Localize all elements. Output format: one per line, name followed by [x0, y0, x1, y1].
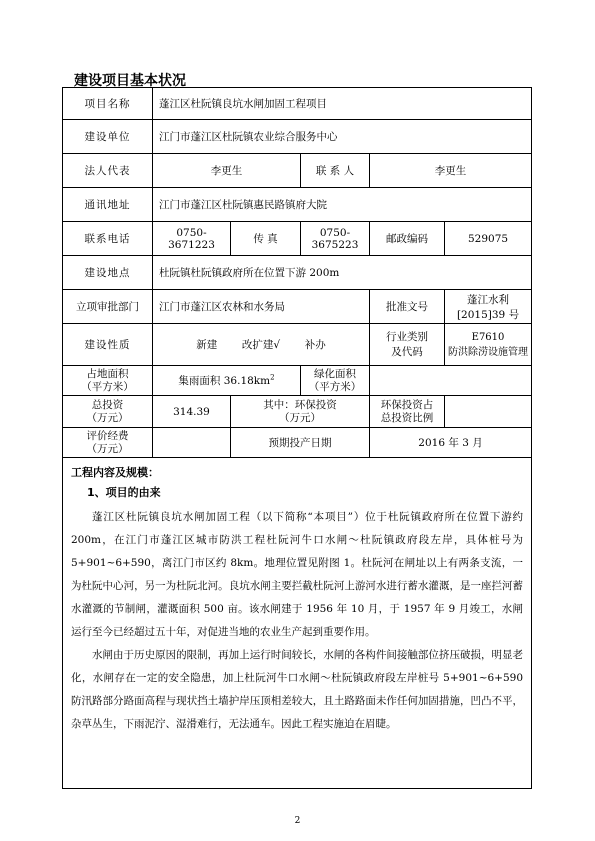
- contact-value: 李更生: [370, 154, 532, 188]
- nature-option-new: 新建: [196, 339, 218, 351]
- row-body: [63, 458, 532, 789]
- fax-value: 0750-3675223: [301, 222, 370, 256]
- location-label: 建设地点: [63, 256, 153, 290]
- content-heading: 工程内容及规模：: [71, 466, 159, 479]
- row-legal-rep: [63, 154, 532, 188]
- address-value: 江门市蓬江区杜阮镇惠民路镇府大院: [153, 188, 532, 222]
- nature-option-expand: 改扩建√: [241, 339, 281, 351]
- location-value: 杜阮镇杜阮镇政府所在位置下游 200m: [153, 256, 532, 290]
- nature-options: [153, 324, 370, 366]
- env-label-line2: （万元）: [279, 411, 321, 424]
- assessment-label-line2: （万元）: [86, 442, 129, 455]
- basic-info-table: [62, 87, 532, 789]
- green-area-label: [301, 366, 370, 396]
- row-address: [63, 188, 532, 222]
- env-investment-label: [231, 396, 370, 428]
- production-date-label: 预期投产日期: [231, 428, 370, 458]
- area-value-text: 集雨面积 36.18km: [178, 375, 271, 387]
- industry-name: 防洪除涝设施管理: [448, 346, 529, 358]
- area-label-line1: 占地面积: [86, 367, 129, 380]
- nature-option-supplement: 补办: [304, 339, 326, 351]
- area-label-line2: （平方米）: [81, 380, 134, 393]
- page-number: 2: [294, 816, 301, 826]
- address-label: 通讯地址: [63, 188, 153, 222]
- origin-paragraph-1: 蓬江区杜阮镇良坑水闸加固工程（以下简称“本项目”）位于杜阮镇政府所在位置下游约 200m，在江门市蓬江区城市防洪工程杜阮河牛口水闸～杜阮镇政府段左岸，具体桩号为 5+901~6+590，离江门市区约 8km。地理位置见附图 1。杜阮河在闸址以上有两条支流，一为杜阮中心河，另一为杜阮北河。良坑水闸主要拦截杜阮河上游河水进行蓄水灌溉，是一座拦河蓄水灌溉的节制闸，灌溉面积 500 亩。该水闸建于 1956 年 10 月，于 1957 年 9 月竣工，水闸运行至今已经超过五十年，对促进当地的农业生产起到重要作用。: [71, 511, 524, 638]
- origin-subheading: 1、项目的由来: [87, 486, 161, 499]
- contact-label: 联 系 人: [301, 154, 370, 188]
- postcode-label: 邮政编码: [370, 222, 445, 256]
- postcode-value: 529075: [445, 222, 532, 256]
- row-phone: [63, 222, 532, 256]
- production-date-value: 2016 年 3 月: [370, 428, 532, 458]
- legal-rep-value: 李更生: [153, 154, 301, 188]
- assessment-label: [63, 428, 153, 458]
- ratio-label-line1: 环保投资占: [380, 398, 434, 411]
- env-ratio-label: [370, 396, 445, 428]
- row-area: [63, 366, 532, 396]
- row-nature: [63, 324, 532, 366]
- row-project-name: [63, 88, 532, 120]
- investment-label: [63, 396, 153, 428]
- row-approval: [63, 290, 532, 324]
- investment-value: 314.39: [153, 396, 231, 428]
- ratio-label-line2: 总投资比例: [380, 411, 434, 424]
- investment-label-line2: （万元）: [86, 411, 129, 424]
- nature-label: 建设性质: [63, 324, 153, 366]
- investment-label-line1: 总投资: [91, 398, 124, 411]
- env-ratio-value: [445, 396, 532, 428]
- row-assessment: [63, 428, 532, 458]
- row-location: [63, 256, 532, 290]
- approval-doc-label: 批准文号: [370, 290, 445, 324]
- builder-value: 江门市蓬江区杜阮镇农业综合服务中心: [153, 120, 532, 154]
- phone-label: 联系电话: [63, 222, 153, 256]
- assessment-label-line1: 评价经费: [86, 429, 129, 442]
- project-content-cell: [63, 458, 532, 789]
- approval-doc-value: 蓬江水利[2015]39 号: [445, 290, 532, 324]
- approval-value: 江门市蓬江区农林和水务局: [153, 290, 370, 324]
- row-investment: [63, 396, 532, 428]
- legal-rep-label: 法人代表: [63, 154, 153, 188]
- green-area-value: [370, 366, 532, 396]
- fax-label: 传 真: [231, 222, 301, 256]
- industry-label-line1: 行业类别: [386, 330, 428, 343]
- assessment-value: [153, 428, 231, 458]
- industry-label: [370, 324, 445, 366]
- green-label-line1: 绿化面积: [314, 367, 356, 380]
- industry-label-line2: 及代码: [391, 345, 423, 358]
- phone-value: 0750-3671223: [153, 222, 231, 256]
- project-name-label: 项目名称: [63, 88, 153, 120]
- builder-label: 建设单位: [63, 120, 153, 154]
- project-name-value: 蓬江区杜阮镇良坑水闸加固工程项目: [153, 88, 532, 120]
- section-title: 建设项目基本状况: [74, 73, 186, 89]
- origin-paragraph-2: 水闸由于历史原因的限制，再加上运行时间较长，水闸的各构件间接触部位挤压破损，明显老化，水闸存在一定的安全隐患，加上杜阮河牛口水闸～杜阮镇政府段左岸桩号 5+901~6+590 防汛路部分路面高程与现状挡土墙护岸压顶相差较大，且土路路面未作任何加固措施，凹凸不平，杂草丛生，下雨泥泞、湿滑难行，无法通车。因此工程实施迫在眉睫。: [71, 649, 524, 730]
- area-value-sup: 2: [270, 373, 275, 382]
- green-label-line2: （平方米）: [308, 380, 362, 393]
- env-label-line1: 其中：环保投资: [263, 398, 337, 411]
- area-value: [153, 366, 301, 396]
- approval-label: 立项审批部门: [63, 290, 153, 324]
- industry-code: E7610: [471, 331, 505, 343]
- industry-value: [445, 324, 532, 366]
- area-label: [63, 366, 153, 396]
- row-builder: [63, 120, 532, 154]
